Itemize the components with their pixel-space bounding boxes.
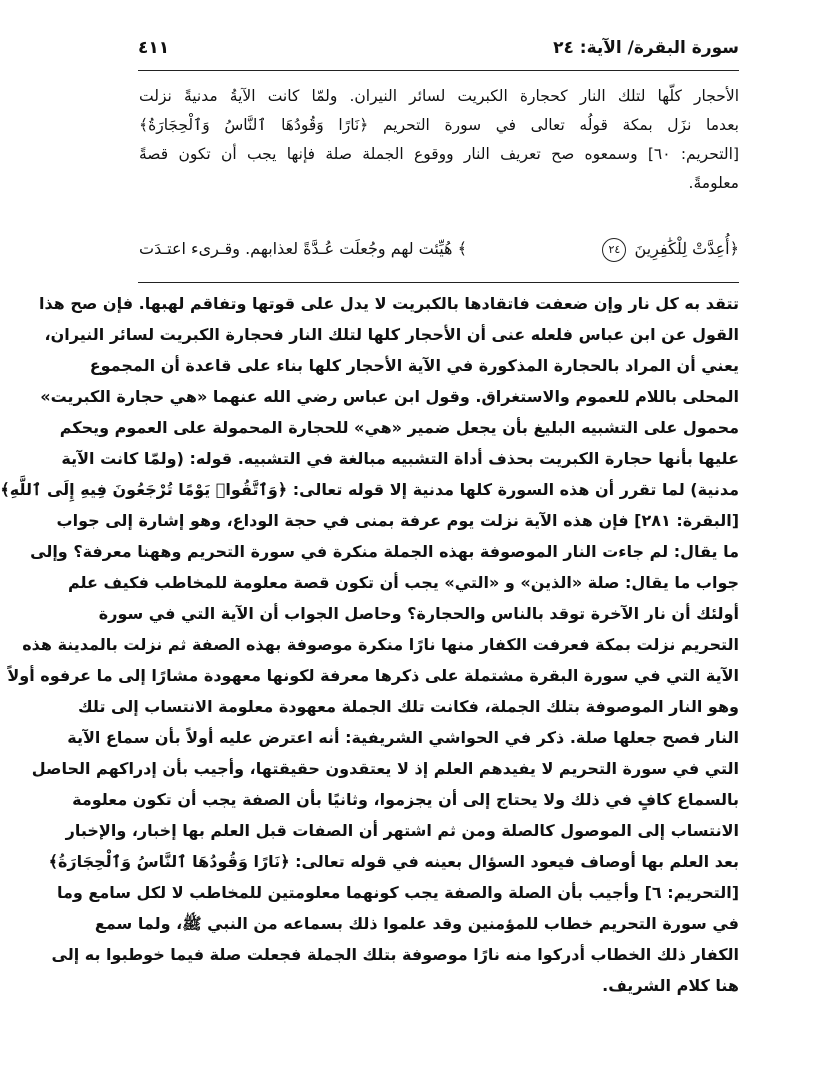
text-line: التي في سورة التحريم لا يفيدهم العلم إذ لا يعتقدون حقيقتها، وأجيب بأن إدراكهم الحاصل xyxy=(31,759,739,778)
text-line: في سورة التحريم خطاب للمؤمنين وقد علموا ذلك بسماعه من النبي ﷺ، ولما سمع xyxy=(94,914,739,933)
verse-text: ﴿أُعِدَّتْ لِلْكَٰفِرِينَ xyxy=(634,239,739,258)
verse-quote xyxy=(599,232,739,266)
text-line: القول عن ابن عباس فلعله عنى أن الأحجار كلها لتلك النار فحجارة الكبريت لسائر النيران، xyxy=(44,325,739,344)
hashiya-lower-text xyxy=(0,288,739,1001)
page-header xyxy=(138,30,739,71)
text-line: [التحريم: ٦٠] وسمعوه صح تعريف النار ووقوع الجملة صلة فإنها يجب أن تكون قصةً xyxy=(139,145,739,163)
text-line: أولئك أن نار الآخرة توقد بالناس والحجارة؟ وحاصل الجواب أن الآية التي في سورة xyxy=(98,604,739,623)
text-line: محمول على التشبيه البليغ بأن يجعل ضمير «هي» للحجارة المحمولة على العموم ويحكم xyxy=(59,418,739,437)
text-line: الآية التي في سورة البقرة مشتملة على ذكرها معرفة لكونها معهودة مشارًا إلى ما عرفوه أولاً xyxy=(7,666,739,685)
verse-line xyxy=(139,232,739,266)
text-line: الانتساب إلى الموصول كالصلة ومن ثم اشتهر أن الصفات قبل العلم بها إخبار، والإخبار xyxy=(65,821,739,840)
text-line: جواب ما يقال: صلة «الذين» و «التي» يجب أن تكون قصة معلومة للمخاطب فكيف علم xyxy=(67,573,739,592)
text-line: بعدما نزَل بمكة قولُه تعالى في سورة التحريم ﴿نَارًا وَقُودُهَا ٱلنَّاسُ وَٱلْحِجَارَةُ﴾ xyxy=(139,116,739,134)
text-line: يعني أن المراد بالحجارة المذكورة في الآية الأحجار كلها بناء على قاعدة أن المجموع xyxy=(89,356,739,375)
text-line: تتقد به كل نار وإن ضعفت فاتقادها بالكبريت لا يدل على قوتها وتفاقم لهبها. فإن صح هذا xyxy=(38,294,739,313)
text-line: وهو النار الموصوفة بتلك الجملة، فكانت تلك الجملة معهودة معلومة الانتساب إلى تلك xyxy=(78,697,739,716)
tafsir-upper-text xyxy=(139,82,739,198)
text-line: بالسماع كافٍ في ذلك ولا يحتاج إلى أن يجزموا، وثانيًا بأن الصفة يجب أن تكون معلومة xyxy=(72,790,739,809)
text-line: التحريم نزلت بمكة فعرفت الكفار منها نارًا منكرة موصوفة بهذه الصفة ثم نزلت بالمدينة هذه xyxy=(22,635,739,654)
text-line: ما يقال: لم جاءت النار الموصوفة بهذه الجملة منكرة في سورة التحريم وههنا معرفة؟ وإلى xyxy=(30,542,739,561)
text-line: معلومةً. xyxy=(688,174,739,192)
text-line: [البقرة: ٢٨١] فإن هذه الآية نزلت يوم عرفة بمنى في حجة الوداع، وهو إشارة إلى جواب xyxy=(56,511,739,530)
running-title: سورة البقرة/ الآية: ٢٤ xyxy=(553,38,739,58)
text-line: [التحريم: ٦] وأجيب بأن الصلة والصفة يجب كونهما معلومتين للمخاطب لا لكل سامع وما xyxy=(56,883,739,902)
text-line: النار فصح جعلها صلة. ذكر في الحواشي الشريفية: أنه اعترض عليه أولاً بأن سماع الآية xyxy=(67,728,739,747)
verse-commentary: ﴾ هُيِّئت لهم وجُعلَت عُـدَّةً لعذابهم. وقـرىء اعتـدَت xyxy=(139,239,467,258)
text-line: هنا كلام الشريف. xyxy=(602,976,739,995)
ayah-number-marker: ٢٤ xyxy=(602,238,626,262)
text-line: عليها بأنها حجارة الكبريت بحذف أداة التشبيه مبالغة في التشبيه. قوله: (ولمّا كانت الآية xyxy=(61,449,739,468)
text-line: الأحجار كلّها لتلك النار كحجارة الكبريت لسائر النيران. ولمّا كانت الآيةُ مدنيةً نزلت xyxy=(139,87,739,105)
section-divider xyxy=(138,282,739,283)
text-line: الكفار ذلك الخطاب أدركوا منه نارًا موصوفة بتلك الجملة فجعلت صلة فيما خوطبوا به إلى xyxy=(51,945,739,964)
text-line: المحلى باللام للعموم والاستغراق. وقول ابن عباس رضي الله عنهما «هي حجارة الكبريت» xyxy=(40,387,739,406)
page-number: ٤١١ xyxy=(138,38,170,58)
text-line: بعد العلم بها أوصاف فيعود السؤال بعينه في قوله تعالى: ﴿نَارًا وَقُودُهَا ٱلنَّاسُ وَٱلْحِجَارَةُ﴾ xyxy=(48,852,739,871)
text-line: مدنية) لما تقرر أن هذه السورة كلها مدنية إلا قوله تعالى: ﴿وَٱتَّقُوا۟ يَوْمًا تُرْجَعُونَ فِيهِ إِلَى ٱللَّهِ﴾ xyxy=(0,480,739,499)
